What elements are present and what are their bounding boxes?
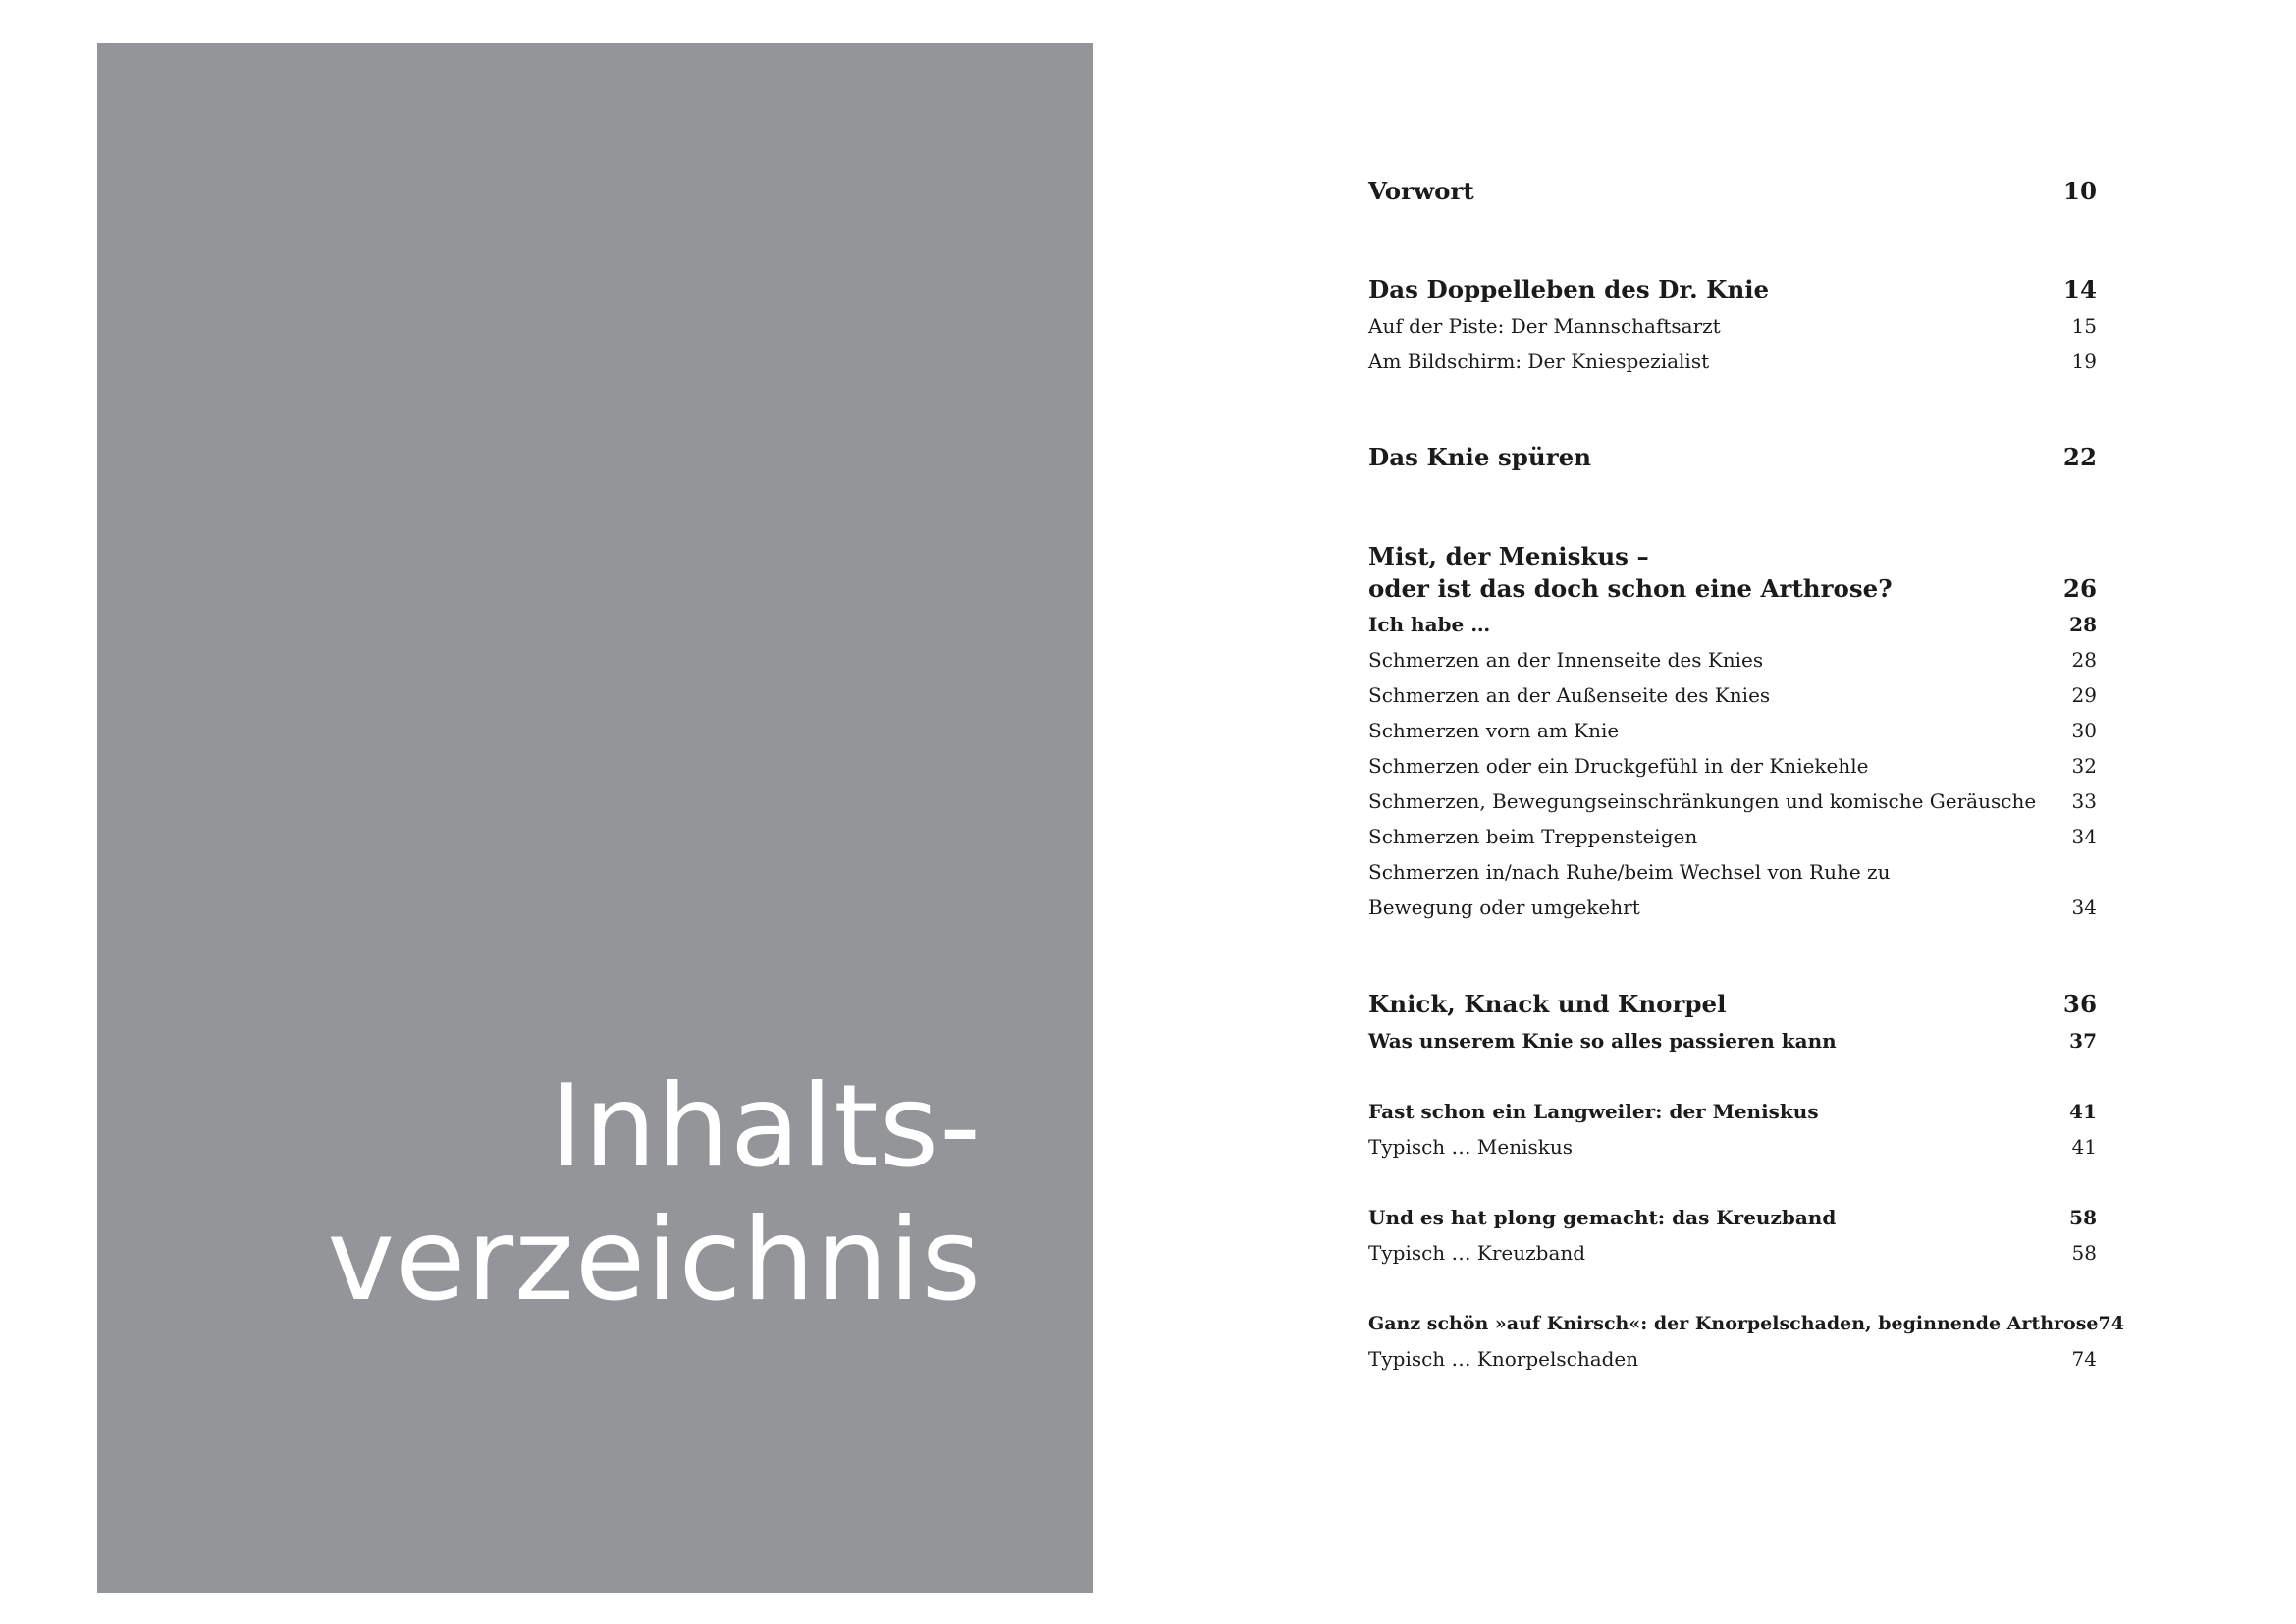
toc-entry-page: 36 [2062, 990, 2097, 1018]
toc-entry-label: oder ist das doch schon eine Arthrose? [1368, 574, 1893, 603]
toc-entry-mannschaftsarzt[interactable] [1368, 308, 2097, 344]
toc-entry-label: Bewegung oder umgekehrt [1368, 895, 1640, 919]
toc-entry-label: Am Bildschirm: Der Kniespezialist [1368, 350, 1710, 373]
page-title [327, 1060, 982, 1327]
toc-entry-knorpelschaden[interactable] [1368, 1306, 2124, 1341]
toc-entry-page: 22 [2062, 443, 2097, 471]
toc-entry-passieren[interactable] [1368, 1023, 2097, 1058]
toc-entry-page: 32 [2071, 754, 2097, 778]
toc-entry-meniskus[interactable] [1368, 572, 2097, 606]
toc-entry-typisch-knorpelschaden[interactable] [1368, 1341, 2097, 1377]
toc-entry-vorn[interactable] [1368, 713, 2097, 748]
toc-entry-page: 28 [2069, 613, 2097, 636]
toc-entry-doppelleben[interactable] [1368, 273, 2097, 306]
toc-entry-meniskus-line-1[interactable]: Mist, der Meniskus – [1368, 542, 1649, 570]
toc-entry-page: 41 [2069, 1100, 2097, 1123]
toc-entry-knie-spueren[interactable] [1368, 441, 2097, 474]
toc-entry-kniekehle[interactable] [1368, 748, 2097, 784]
toc-entry-page: 41 [2071, 1135, 2097, 1159]
toc-entry-label: Knick, Knack und Knorpel [1368, 990, 1727, 1018]
toc-entry-label: Typisch … Kreuzband [1368, 1241, 1586, 1265]
toc-entry-typisch-kreuzband[interactable] [1368, 1235, 2097, 1271]
toc-entry-page: 29 [2071, 683, 2097, 707]
toc-entry-geraeusche[interactable] [1368, 784, 2097, 819]
toc-entry-kreuzband[interactable] [1368, 1200, 2097, 1235]
toc-entry-treppensteigen[interactable] [1368, 819, 2097, 854]
toc-entry-aussenseite[interactable] [1368, 677, 2097, 713]
toc-entry-label: Schmerzen vorn am Knie [1368, 719, 1620, 742]
page-title-line-1: Inhalts- [549, 1060, 982, 1193]
toc-entry-vorwort[interactable] [1368, 175, 2097, 208]
toc-entry-page: 26 [2062, 574, 2097, 603]
toc-entry-page: 28 [2071, 648, 2097, 672]
toc-entry-label: Schmerzen, Bewegungseinschränkungen und komische Geräusche [1368, 789, 2037, 813]
toc-entry-innenseite[interactable] [1368, 642, 2097, 677]
toc-entry-page: 14 [2062, 275, 2097, 303]
toc-entry-page: 74 [2071, 1347, 2097, 1371]
toc-entry-label: Schmerzen beim Treppensteigen [1368, 825, 1698, 848]
toc-entry-page: 58 [2071, 1241, 2097, 1265]
toc-entry-kniespezialist[interactable] [1368, 344, 2097, 379]
toc-entry-label: Ich habe … [1368, 613, 1491, 636]
toc-entry-ich-habe[interactable] [1368, 607, 2097, 642]
page-title-line-2: verzeichnis [327, 1194, 982, 1326]
toc-entry-label: Vorwort [1368, 177, 1474, 205]
toc-entry-page: 19 [2071, 350, 2097, 373]
toc-entry-label: Typisch … Meniskus [1368, 1135, 1574, 1159]
toc-entry-label: Ganz schön »auf Knirsch«: der Knorpelschaden, beginnende Arthrose [1368, 1313, 2099, 1334]
toc-entry-page: 10 [2062, 177, 2097, 205]
toc-entry-page: 34 [2071, 825, 2097, 848]
toc-entry-label: Schmerzen an der Außenseite des Knies [1368, 683, 1771, 707]
toc-entry-label: Schmerzen oder ein Druckgefühl in der Kniekehle [1368, 754, 1869, 778]
left-page-panel [97, 43, 1093, 1593]
toc-entry-page: 37 [2069, 1029, 2097, 1053]
toc-entry-page: 15 [2071, 314, 2097, 338]
toc-entry-label: Typisch … Knorpelschaden [1368, 1347, 1639, 1371]
toc-entry-label: Und es hat plong gemacht: das Kreuzband [1368, 1206, 1837, 1229]
toc-entry-ruhe[interactable] [1368, 890, 2097, 925]
toc-entry-page: 30 [2071, 719, 2097, 742]
toc-entry-knick[interactable] [1368, 988, 2097, 1021]
toc-entry-label: Was unserem Knie so alles passieren kann [1368, 1029, 1837, 1053]
table-of-contents [1368, 0, 2124, 1624]
toc-entry-label: Auf der Piste: Der Mannschaftsarzt [1368, 314, 1721, 338]
toc-entry-label: Das Knie spüren [1368, 443, 1592, 471]
toc-entry-typisch-meniskus[interactable] [1368, 1129, 2097, 1164]
toc-entry-page: 33 [2071, 789, 2097, 813]
toc-entry-label: Fast schon ein Langweiler: der Meniskus [1368, 1100, 1819, 1123]
toc-entry-page: 58 [2069, 1206, 2097, 1229]
toc-entry-label: Schmerzen an der Innenseite des Knies [1368, 648, 1764, 672]
toc-entry-ruhe-line-1[interactable]: Schmerzen in/nach Ruhe/beim Wechsel von Ruhe zu [1368, 860, 1891, 884]
toc-entry-langweiler[interactable] [1368, 1094, 2097, 1129]
toc-entry-label: Das Doppelleben des Dr. Knie [1368, 275, 1770, 303]
toc-entry-page: 34 [2071, 895, 2097, 919]
toc-entry-page: 74 [2098, 1313, 2124, 1334]
